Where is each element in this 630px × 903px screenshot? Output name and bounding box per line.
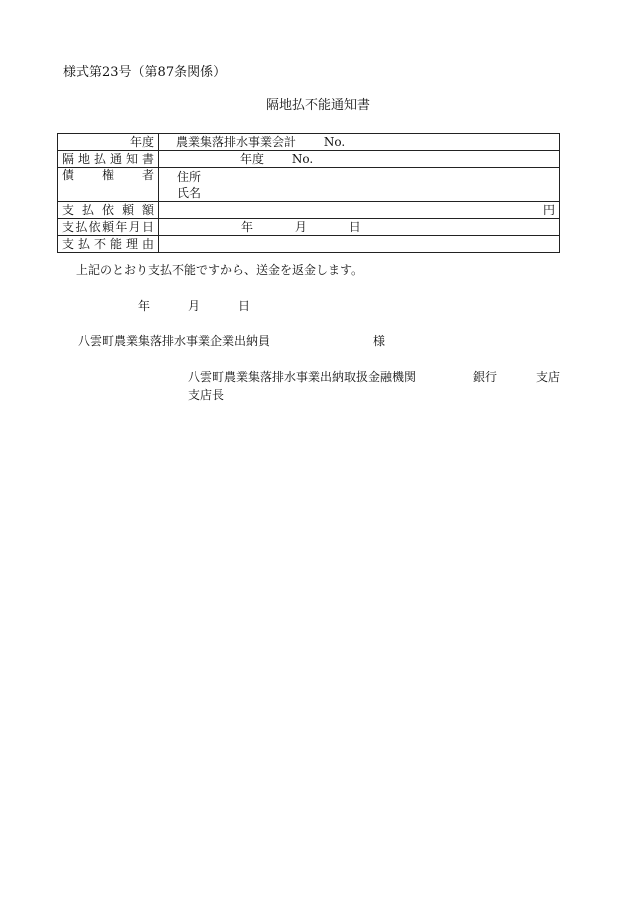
document-title: 隔地払不能通知書 bbox=[266, 98, 371, 113]
recipient-name: 八雲町農業集落排水事業企業出納員 bbox=[78, 334, 271, 348]
row-notice bbox=[58, 151, 560, 168]
form-table bbox=[57, 133, 560, 253]
account-no: No. bbox=[323, 134, 346, 149]
date-year: 年 bbox=[138, 299, 151, 313]
notice-year: 年度 bbox=[240, 151, 265, 166]
recipient-honorific: 様 bbox=[373, 334, 386, 348]
creditor-name: 氏名 bbox=[177, 185, 202, 200]
date-day: 日 bbox=[238, 299, 251, 313]
sender-institution: 八雲町農業集落排水事業出納取扱金融機関 bbox=[188, 370, 417, 384]
label-reason: 支払不能理由 bbox=[58, 236, 159, 253]
row-creditor bbox=[58, 168, 560, 202]
creditor-address: 住所 bbox=[177, 169, 202, 184]
sender-bank: 銀行 bbox=[473, 370, 498, 384]
label-amount: 支払依頼額 bbox=[58, 202, 159, 219]
sender-branch: 支店 bbox=[536, 370, 561, 384]
row-reason bbox=[58, 236, 560, 253]
row-fiscal-year bbox=[58, 134, 560, 151]
form-number: 様式第23号（第87条関係） bbox=[63, 65, 227, 80]
date-month: 月 bbox=[188, 299, 201, 313]
cell-reason bbox=[159, 236, 560, 253]
account-name: 農業集落排水事業会計 bbox=[176, 134, 297, 149]
cell-account bbox=[159, 134, 560, 151]
label-creditor: 債権者 bbox=[58, 168, 159, 202]
row-request-date bbox=[58, 219, 560, 236]
sender-manager: 支店長 bbox=[188, 388, 225, 402]
cell-notice bbox=[159, 151, 560, 168]
amount-unit: 円 bbox=[542, 202, 555, 217]
request-year: 年 bbox=[241, 219, 254, 234]
row-amount bbox=[58, 202, 560, 219]
request-month: 月 bbox=[294, 219, 307, 234]
notice-no: No. bbox=[291, 151, 314, 166]
cell-creditor bbox=[159, 168, 560, 202]
cell-request-date bbox=[159, 219, 560, 236]
request-day: 日 bbox=[348, 219, 361, 234]
cell-amount bbox=[159, 202, 560, 219]
label-request-date: 支払依頼年月日 bbox=[58, 219, 159, 236]
label-fiscal-year: 年度 bbox=[58, 134, 159, 151]
notice-sentence: 上記のとおり支払不能ですから、送金を返金します。 bbox=[76, 263, 364, 277]
label-notice: 隔地払通知書 bbox=[58, 151, 159, 168]
